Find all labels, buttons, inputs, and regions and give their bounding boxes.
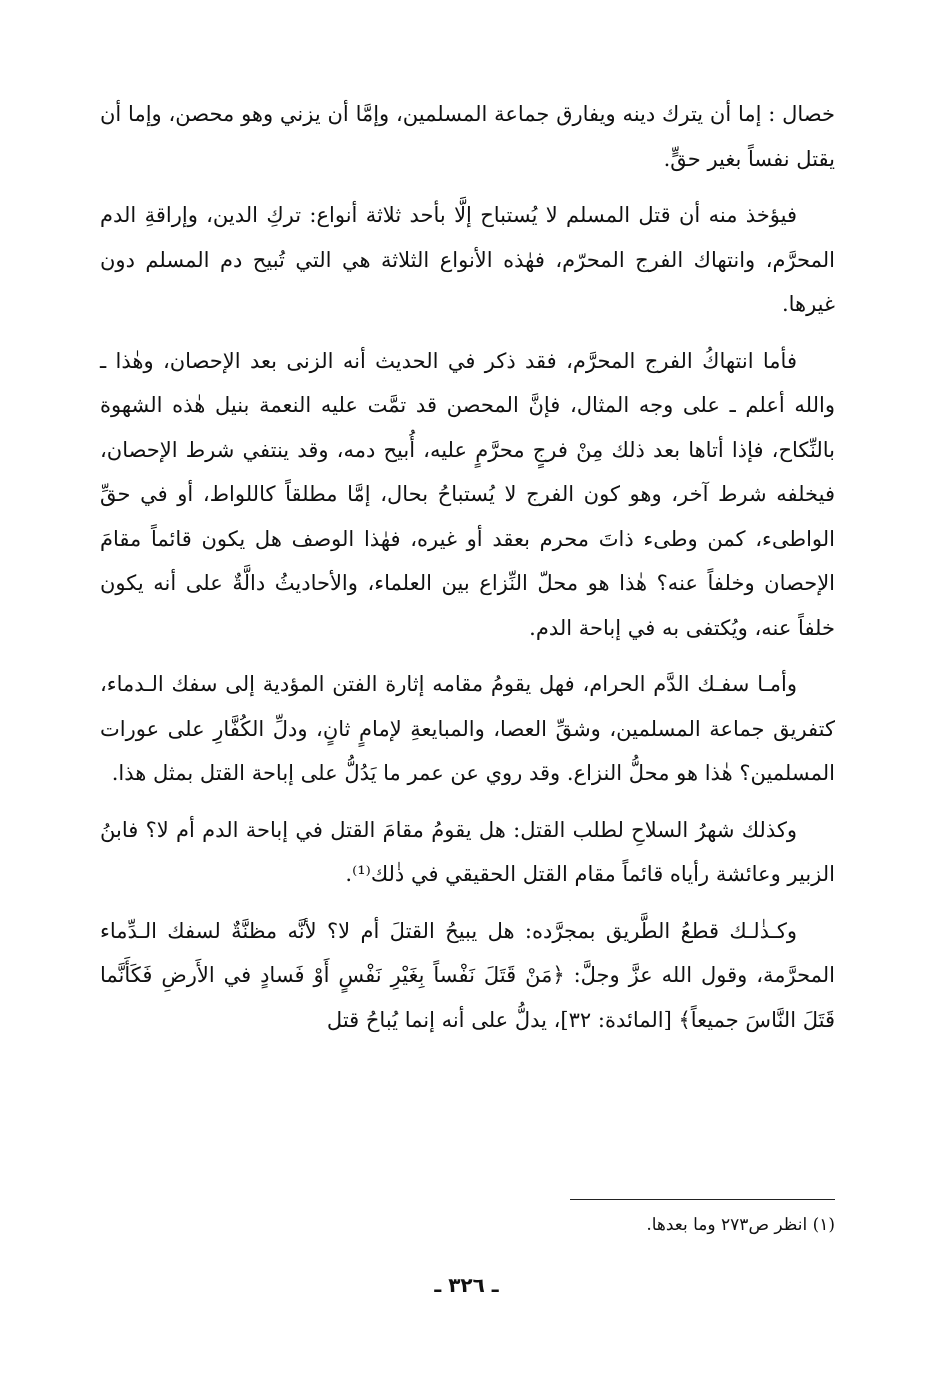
paragraph-5: وكذلك شهرُ السلاحِ لطلب القتل: هل يقومُ مقامَ القتل في إباحة الدم أم لا؟ فابنُ الزبير وعائشة رأياه قائماً مقام القتل الحقيقي في ذٰلك⁽¹⁾. xyxy=(100,817,835,886)
footnote-divider xyxy=(570,1199,835,1200)
paragraph-1: خصال : إما أن يترك دينه ويفارق جماعة المسلمين، وإمَّا أن يزني وهو محصن، وإما أن يقتل نفساً بغير حقٍّ. xyxy=(100,102,835,171)
footnote: (١) انظر ص٢٧٣ وما بعدها. xyxy=(646,1215,835,1235)
paragraph-3: فأما انتهاكُ الفرج المحرَّم، فقد ذكر في الحديث أنه الزنى بعد الإحصان، وهٰذا ـ والله أعلم ـ على وجه المثال، فإنَّ المحصن قد تمَّت عليه النعمة بنيل هٰذه الشهوة بالنِّكاح، فإذا أتاها بعد ذلك مِنْ فرجٍ محرَّمٍ عليه، أُبيح دمه، وقد ينتفي شرط الإحصان، فيخلفه شرط آخر، وهو كون الفرج لا يُستباحُ بحال، إمَّا مطلقاً كاللواط، أو في حقِّ الواطىء، كمن وطىء ذاتَ محرم بعقد أو غيره، فهٰذا الوصف هل يكون قائماً مقامَ الإحصان وخلفاً عنه؟ هٰذا هو محلّ النِّزاع بين العلماء، والأحاديثُ دالَّةٌ على أنه يكون خلفاً عنه، ويُكتفى به في إباحة الدم. xyxy=(100,348,835,640)
main-text xyxy=(100,92,835,1054)
page-number: ـ ٣٢٦ ـ xyxy=(434,1273,499,1297)
paragraph-4: وأمـا سفـك الدَّم الحرام، فهل يقومُ مقامه إثارة الفتن المؤدية إلى سفك الـدماء، كتفريق جماعة المسلمين، وشقِّ العصا، والمبايعةِ لإمامٍ ثانٍ، ودلِّ الكُفَّارِ على عورات المسلمين؟ هٰذا هو محلُّ النزاع. وقد روي عن عمر ما يَدُلُّ على إباحة القتل بمثل هذا. xyxy=(100,672,835,785)
paragraph-6: وكـذٰلـك قطعُ الطَّريق بمجرَّده: هل يبيحُ القتلَ أم لا؟ لأنَّه مظنَّةٌ لسفك الـدِّماء المحرَّمة، وقول الله عزَّ وجلَّ: ﴿مَنْ قَتَلَ نَفْساً بِغَيْرِ نَفْسٍ أَوْ فَسادٍ في الأَرضِ فَكَأَنَّما قَتَلَ النَّاسَ جميعاً﴾ [المائدة: ٣٢]، يدلُّ على أنه إنما يُباحُ قتل xyxy=(100,918,835,1032)
paragraph-2: فيؤخذ منه أن قتل المسلم لا يُستباح إلَّا بأحد ثلاثة أنواع: تركِ الدين، وإراقةِ الدم المحرَّم، وانتهاك الفرج المحرّم، فهٰذه الأنواع الثلاثة هي التي تُبيح دم المسلم دون غيرها. xyxy=(100,203,835,316)
